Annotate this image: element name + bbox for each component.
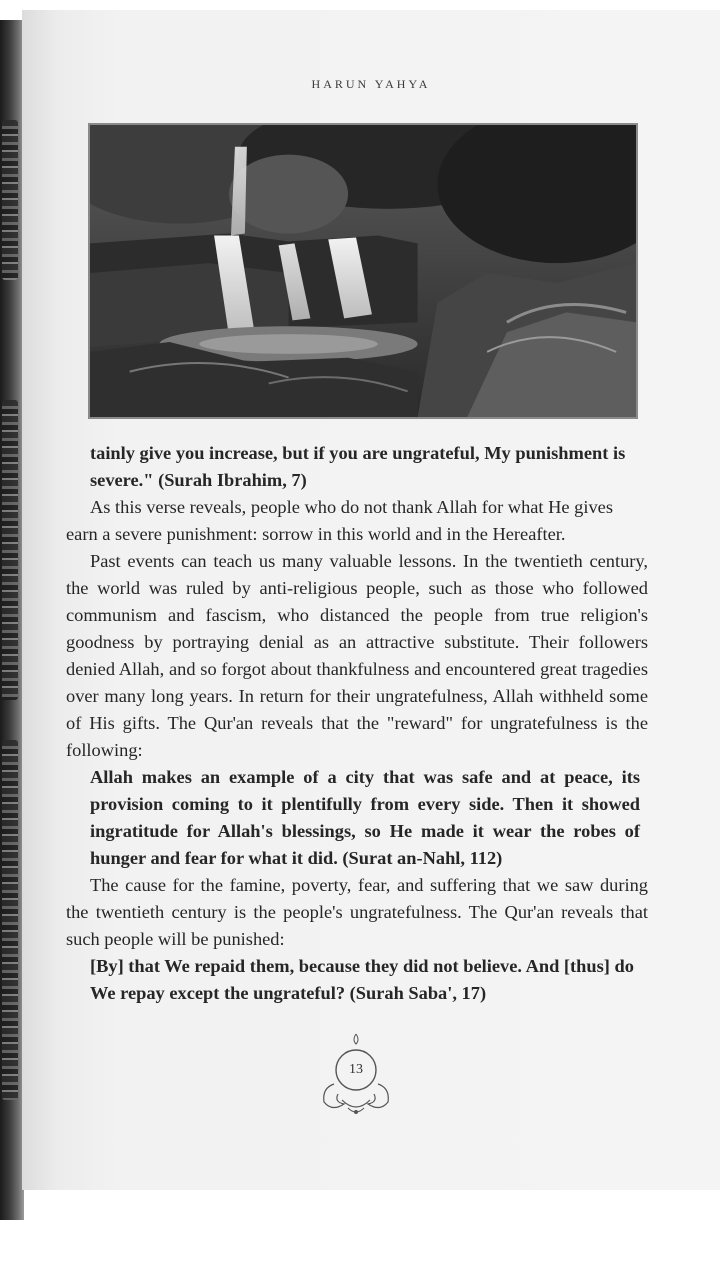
waterfall-photo — [88, 123, 638, 419]
running-head: HARUN YAHYA — [311, 77, 431, 91]
book-page — [22, 10, 720, 1190]
book-binding — [0, 20, 24, 1220]
body-text — [66, 440, 648, 1007]
paragraph: The cause for the famine, poverty, fear, and suffering that we saw during the twentieth century is the people's ungratefulness. The Qur'an reveals that such people will be punished: — [66, 875, 648, 949]
verse-quote-nahl: Allah makes an example of a city that was safe and at peace, its provision coming to it plentifully from every side. Then it showed ingratitude for Allah's blessings, so He made it wear the robes of hunger and fear for what it did. (Surat an-Nahl, 112) — [90, 767, 640, 868]
paragraph: Past events can teach us many valuable lessons. In the twentieth century, the world was ruled by anti-religious people, such as those who followed communism and fascism, who distanced the people from true religion's goodness by portraying denial as an attractive substitute. Their followers denied Allah, and so forgot about thankfulness and encountered great tragedies over many long years. In return for their ungratefulness, Allah withheld some of His gifts. The Qur'an reveals that the "reward" for ungratefulness is the following: — [66, 551, 648, 760]
verse-quote-saba: [By] that We repaid them, because they did not believe. And [thus] do We repay except the ungrateful? (Surah Saba', 17) — [90, 956, 634, 1003]
waterfall-image — [90, 125, 636, 417]
paragraph: As this verse reveals, people who do not thank Allah for what He gives earn a severe punishment: sorrow in this world and in the Hereafter. — [66, 497, 613, 544]
page-number: 13 — [349, 1062, 363, 1077]
verse-quote-ibrahim: tainly give you increase, but if you are ungrateful, My punishment is severe." (Surah Ibrahim, 7) — [90, 443, 626, 490]
page-number-ornament — [318, 1030, 394, 1118]
